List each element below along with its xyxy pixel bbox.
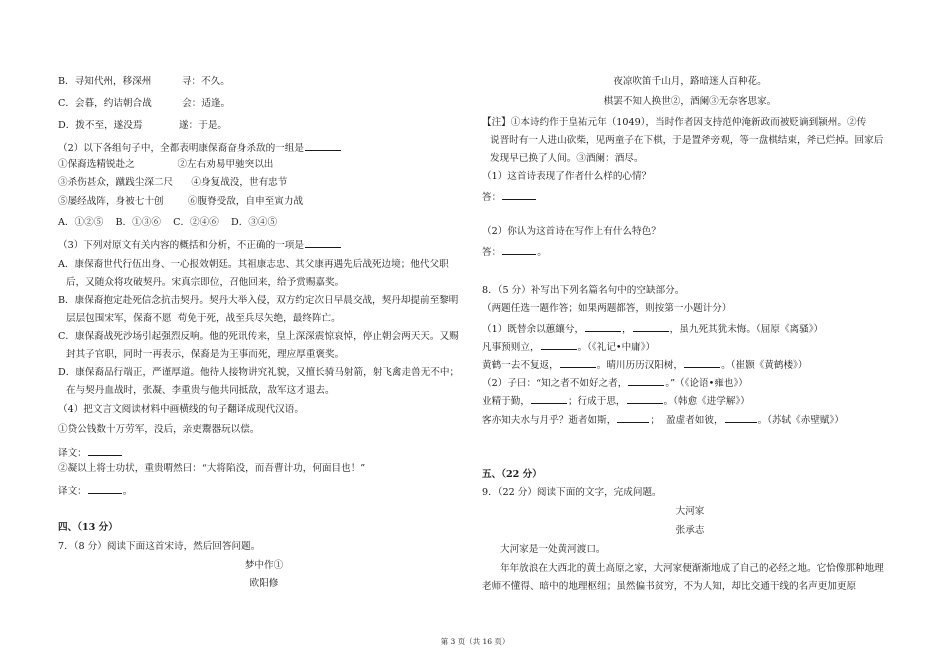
article-paragraph-2-line2: 老师不懂得、暗中的地理枢纽；虽然偏书贫穷，不为人知，却比交通干线的名声更加更原 bbox=[482, 581, 857, 592]
translation-1: 译文： bbox=[58, 446, 123, 460]
question-2: （2）以下各组句子中，全都表明康保裔奋身杀敌的一组是 bbox=[58, 141, 342, 155]
q3-b-line2: 层层包围宋军，保裔不愿 苟免于死，战至兵尽矢绝，最终阵亡。 bbox=[66, 313, 341, 324]
q3-d-line1: D．康保裔品行端正，严谨厚道。他待人接物讲究礼貌，又擅长骑马射箭，射飞禽走兽无不中； bbox=[58, 367, 460, 378]
fill-blank[interactable] bbox=[617, 413, 649, 423]
question-9: 9．（22 分）阅读下面的文字，完成问题。 bbox=[482, 487, 662, 498]
option-d: D．拨不至，遂没焉 遂：于是。 bbox=[58, 120, 228, 131]
note-line-2: 说晋时有一人进山砍柴，见两童子在下棋，于是置斧旁观，等一盘棋结束，斧已烂掉。回家后 bbox=[490, 135, 884, 146]
q8-2-line1: （2）子曰：“知之者不如好之者， 。”（《论语•雍也》） bbox=[482, 378, 748, 389]
option-c: C．会暮，约诘朝合战 会：适逢。 bbox=[58, 98, 231, 109]
fill-blank[interactable] bbox=[628, 376, 664, 386]
q3-c-line1: C．康保裔战死沙场引起强烈反响。他的死讯传来，皇上深深震惊哀悼，停止朝会两天天。又赐 bbox=[58, 331, 459, 342]
answer-blank[interactable] bbox=[305, 141, 341, 151]
q3-b-line1: B．康保裔抱定赴死信念抗击契丹。契丹大举入侵，双方约定次日早晨交战，契丹却提前至黎明 bbox=[58, 295, 459, 306]
note-line-1: 【注】①本诗约作于皇祐元年（1049），当时作者因支持范仲淹新政而被贬谪到颍州。②传 bbox=[482, 117, 867, 128]
question-8-note: （两题任选一题作答；如果两题都答，则按第一小题计分） bbox=[482, 303, 732, 314]
fill-blank[interactable] bbox=[560, 358, 596, 368]
fill-blank[interactable] bbox=[531, 394, 567, 404]
fill-blank[interactable] bbox=[627, 394, 663, 404]
poem-line-2: 棋罢不知人换世②，酒阑③无奈客思家。 bbox=[603, 96, 777, 107]
poem-author: 欧阳修 bbox=[249, 578, 279, 589]
section-4-heading: 四、（13 分） bbox=[58, 522, 118, 533]
q4-sentence-1: ①贷公钱数十万劳军，没后，亲吏鬻器玩以偿。 bbox=[58, 424, 260, 435]
q8-2-line3: 客亦知夫水与月乎？逝者如斯， ； 盈虚者如彼， 。（苏轼《赤壁赋》） bbox=[482, 415, 844, 426]
q2-options: A．①②⑤ B．①③⑥ C．②④⑥ D．③④⑤ bbox=[58, 217, 278, 228]
section-5-heading: 五、（22 分） bbox=[482, 469, 542, 480]
question-7-2: （2）你认为这首诗在写作上有什么特色？ bbox=[482, 226, 661, 237]
article-title: 大河家 bbox=[675, 506, 705, 517]
poem-line-1: 夜凉吹笛千山月，路暗迷人百种花。 bbox=[613, 76, 767, 87]
q2-line-3: ⑤屡经战阵，身被七十创 ⑥腹脊受敌，自申至寅力战 bbox=[58, 196, 304, 207]
fill-blank[interactable] bbox=[684, 358, 720, 368]
fill-blank[interactable] bbox=[633, 322, 669, 332]
question-7: 7．（8 分）阅读下面这首宋诗，然后回答问题。 bbox=[58, 541, 261, 552]
answer-blank[interactable] bbox=[305, 238, 341, 248]
article-paragraph-2-line1: 年年放浪在大西北的黄土高原之家，大河家便渐渐地成了自己的必经之地。它恰像那种地理 bbox=[500, 563, 884, 574]
article-paragraph-1: 大河家是一处黄河渡口。 bbox=[500, 544, 606, 555]
poem-title: 梦中作① bbox=[244, 560, 284, 571]
q2-line-2: ③杀伤甚众，蹴践尘深二尺 ④身复战没，世有忠节 bbox=[58, 177, 288, 188]
q8-1-line1: （1）既替余以蕙纕兮， ， ，虽九死其犹未悔。（屈原《离骚》） bbox=[482, 324, 824, 335]
answer-1-blank[interactable] bbox=[502, 190, 536, 200]
question-4: （4）把文言文阅读材料中画横线的句子翻译成现代汉语。 bbox=[58, 404, 304, 415]
translation-2-blank[interactable] bbox=[88, 484, 122, 494]
fill-blank[interactable] bbox=[541, 340, 577, 350]
page-footer: 第 3 页（共 16 页） bbox=[440, 637, 510, 646]
q8-1-line3: 黄鹤一去不复返， 。晴川历历汉阳树， 。（崔颢《黄鹤楼》） bbox=[482, 360, 808, 371]
q3-a-line1: A．康保裔世代行伍出身、一心报效朝廷。其祖康志忠、其父康再遇先后战死边境；他代父职 bbox=[58, 259, 449, 270]
question-8: 8．（5 分）补写出下列名篇名句中的空缺部分。 bbox=[482, 285, 685, 296]
q3-d-line2: 在与契丹血战时，张凝、李重贵与他共同抵敌，敌军这才退去。 bbox=[66, 385, 335, 396]
q8-2-line2: 业精于勤， ；行成于思， 。（韩愈《进学解》） bbox=[482, 396, 750, 407]
fill-blank[interactable] bbox=[725, 413, 757, 423]
question-7-1: （1）这首诗表现了作者什么样的心情？ bbox=[482, 171, 652, 182]
q3-a-line2: 后，又随众将攻破契丹。宋真宗即位，召他回来，给予赏赐嘉奖。 bbox=[66, 277, 345, 288]
q3-c-line2: 封其子官职，同时一再表示，保裔是为王事而死，理应厚重褒奖。 bbox=[66, 349, 345, 360]
note-line-3: 发现早已换了人间。③酒阑：酒尽。 bbox=[490, 153, 644, 164]
option-b: B．寻知代州，移深州 寻：不久。 bbox=[58, 76, 230, 87]
q2-line-1: ①保裔选精锐赴之 ②左右劝易甲驰突以出 bbox=[58, 159, 274, 170]
question-3: （3）下列对原文有关内容的概括和分析，不正确的一项是 bbox=[58, 238, 342, 252]
answer-2-blank[interactable] bbox=[502, 245, 536, 255]
article-author: 张承志 bbox=[675, 525, 705, 536]
q4-sentence-2: ②凝以上将士功状，重贵喟然曰：“大将陷没，而吾曹计功，何面目也！” bbox=[58, 463, 366, 474]
translation-2: 译文： 。 bbox=[58, 486, 133, 497]
fill-blank[interactable] bbox=[585, 322, 621, 332]
answer-2: 答： 。 bbox=[482, 247, 547, 258]
answer-1: 答： bbox=[482, 190, 537, 204]
translation-1-blank[interactable] bbox=[88, 446, 122, 456]
q8-1-line2: 凡事预则立， 。（《礼记•中庸》） bbox=[482, 342, 656, 353]
